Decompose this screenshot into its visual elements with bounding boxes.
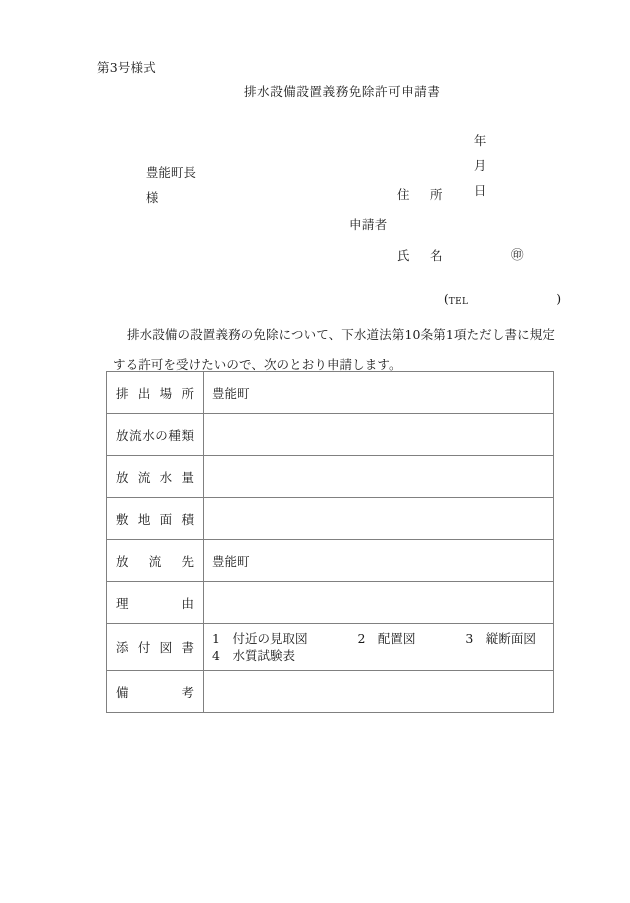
label-char: 流 <box>129 427 142 443</box>
row-value-attached-documents[interactable] <box>204 624 554 671</box>
row-value-discharge-volume[interactable] <box>204 456 554 498</box>
label-char: 考 <box>181 684 194 700</box>
label-char: 図 <box>159 640 173 655</box>
addressee-name: 豊能町長 <box>145 164 196 180</box>
label-char: 排 <box>116 385 129 401</box>
label-char: 流 <box>148 553 162 569</box>
addressee-honorific: 様 <box>145 189 159 205</box>
label-char: 量 <box>181 469 194 485</box>
label-char: 放 <box>116 553 129 569</box>
row-label-attached-documents <box>107 624 204 671</box>
label-chars <box>116 384 194 402</box>
row-label-remarks <box>107 671 204 713</box>
applicant-name-label: 氏 名 <box>397 248 447 263</box>
table-row <box>107 414 554 456</box>
tel-label: TEL <box>448 296 469 307</box>
body-paragraph: 排水設備の設置義務の免除について、下水道法第10条第1項ただし書に規定する許可を受けたいので、次のとおり申請します。 <box>113 327 555 372</box>
attachment-line: 1 付近の見取図 2 配置図 3 縦断面図 <box>212 631 536 646</box>
label-char: 場 <box>159 385 173 401</box>
applicant-address-label: 住 所 <box>397 187 447 202</box>
label-char: 放 <box>116 469 129 485</box>
row-label-discharge-water-type <box>107 414 204 456</box>
form-number: 第3号様式 <box>97 60 156 75</box>
table-row <box>107 498 554 540</box>
label-char: 水 <box>159 469 173 485</box>
row-label-discharge-volume <box>107 456 204 498</box>
row-value-discharge-water-type[interactable] <box>204 414 554 456</box>
label-chars <box>116 468 194 486</box>
label-char: 書 <box>181 640 194 655</box>
label-char: 理 <box>116 595 129 611</box>
label-char: 備 <box>116 684 129 700</box>
attachment-line: 4 水質試験表 <box>212 648 295 663</box>
row-value-discharge-location[interactable]: 豊能町 <box>204 372 554 414</box>
table-row <box>107 372 554 414</box>
label-chars <box>116 510 194 528</box>
seal-stamp-icon: ㊞ <box>511 247 524 262</box>
label-char: 水 <box>142 427 155 443</box>
table-row <box>107 582 554 624</box>
label-char: 添 <box>116 640 129 655</box>
applicant-group-label: 申請者 <box>349 217 388 232</box>
label-char: 地 <box>137 511 151 527</box>
table-row <box>107 540 554 582</box>
label-chars <box>116 683 194 701</box>
label-char: 敷 <box>116 511 129 527</box>
document-title: 排水設備設置義務免除許可申請書 <box>244 84 441 99</box>
attachment-list <box>212 630 545 664</box>
tel-close-paren: ) <box>556 290 562 306</box>
label-char: 付 <box>137 640 151 655</box>
label-char: 面 <box>159 511 173 527</box>
label-chars <box>116 638 194 656</box>
label-char: 先 <box>181 553 194 569</box>
label-chars <box>116 426 194 444</box>
row-value-site-area[interactable] <box>204 498 554 540</box>
label-char: 積 <box>181 511 194 527</box>
label-char: 類 <box>181 427 194 443</box>
row-value-remarks[interactable] <box>204 671 554 713</box>
row-label-discharge-destination <box>107 540 204 582</box>
label-char: 所 <box>181 385 194 401</box>
label-chars <box>116 552 194 570</box>
label-char: 流 <box>137 469 151 485</box>
row-value-discharge-destination[interactable]: 豊能町 <box>204 540 554 582</box>
label-char: 出 <box>137 385 151 401</box>
label-char: 種 <box>168 427 181 443</box>
date-day-label: 日 <box>473 182 487 198</box>
table-row <box>107 624 554 671</box>
date-year-label: 年 <box>473 132 487 148</box>
row-label-site-area <box>107 498 204 540</box>
table-body <box>107 372 554 713</box>
applicant-tel-line <box>428 280 561 318</box>
date-month-label: 月 <box>473 157 487 173</box>
table-row <box>107 671 554 713</box>
label-chars <box>116 594 194 612</box>
application-details-table <box>106 371 554 713</box>
addressee-line <box>130 154 214 217</box>
tel-open-paren: ( <box>443 290 449 306</box>
label-char: 放 <box>116 427 129 443</box>
label-char: 由 <box>181 595 194 611</box>
row-value-reason[interactable] <box>204 582 554 624</box>
label-char: の <box>155 427 168 443</box>
date-line <box>458 122 500 210</box>
row-label-discharge-location <box>107 372 204 414</box>
table-row <box>107 456 554 498</box>
row-label-reason <box>107 582 204 624</box>
